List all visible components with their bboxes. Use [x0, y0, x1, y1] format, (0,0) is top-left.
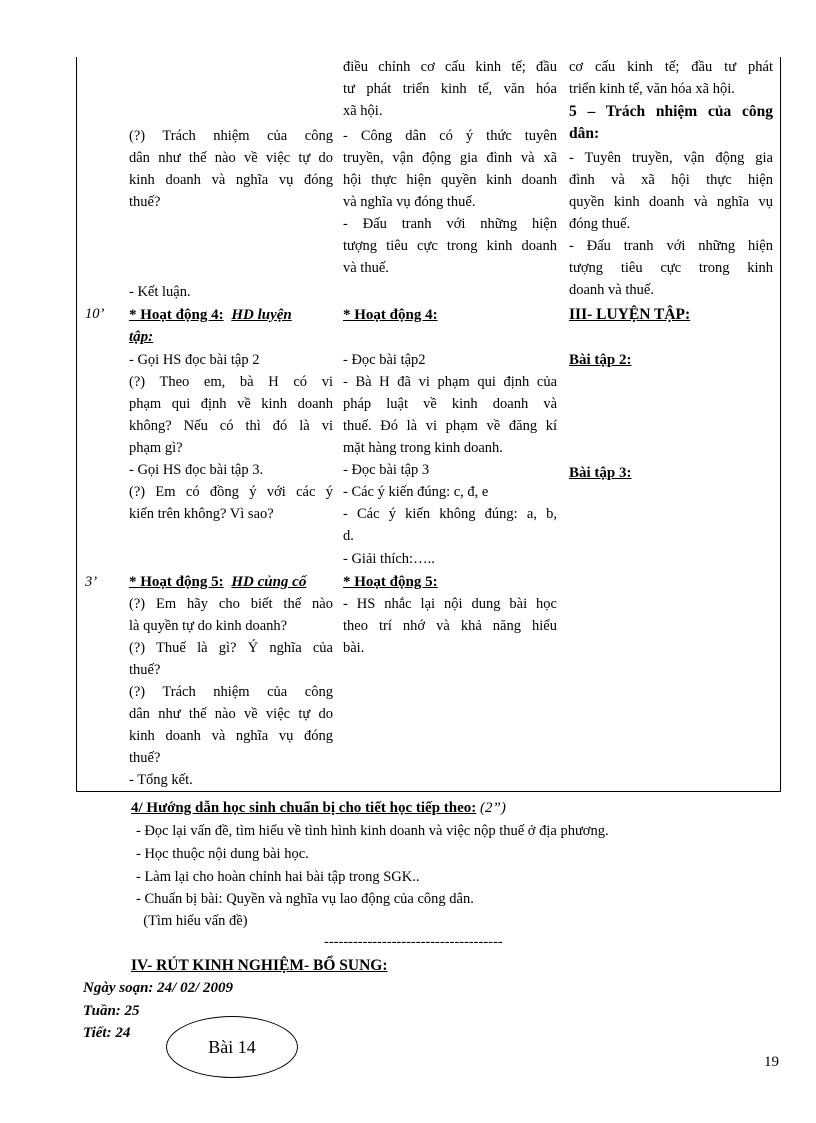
text-line: quyền kinh doanh và nghĩa vụ [569, 194, 773, 210]
text-line: mặt hàng trong kinh doanh. [343, 440, 503, 456]
text-line: truyền, vận động gia đình và xã [343, 150, 557, 166]
text-line: thuế. Đó là vi phạm về đăng kí [343, 418, 557, 434]
text-line: - HS nhắc lại nội dung bài học [343, 596, 557, 612]
text-line: d. [343, 528, 354, 544]
time-cell: 10’ [85, 306, 105, 322]
lesson-badge [166, 1016, 298, 1078]
text-line: theo trí nhớ và khả năng hiểu [343, 618, 557, 634]
homework-item: - Làm lại cho hoàn chỉnh hai bài tập trong SGK.. [136, 869, 420, 885]
text-line: - Công dân có ý thức tuyên [343, 128, 557, 144]
text-line: phạm qui định về kinh doanh [129, 396, 333, 412]
text-line: - Giải thích:….. [343, 551, 435, 567]
activity-title: * Hoạt động 5: [343, 574, 438, 590]
section-iv-heading: IV- RÚT KINH NGHIỆM- BỔ SUNG: [131, 957, 388, 974]
text-line: tư phát triển kinh tế, văn hóa [343, 81, 557, 97]
activity-subtitle: HD củng cố [231, 574, 307, 590]
text-line: kinh doanh và nghĩa vụ đóng [129, 172, 333, 188]
text-line: dân như thế nào về việc tự do [129, 706, 333, 722]
lesson-table [76, 57, 781, 792]
text-line: (?) Em hãy cho biết thế nào [129, 596, 333, 612]
prep-date: Ngày soạn: 24/ 02/ 2009 [83, 980, 233, 996]
section-heading: 5 – Trách nhiệm của công [569, 103, 773, 120]
text-line: và thuế. [343, 260, 389, 276]
text-line: kiến trên không? Vì sao? [129, 506, 274, 522]
text-line: - Gọi HS đọc bài tập 2 [129, 352, 260, 368]
text-line: tượng tiêu cực trong kinh [569, 260, 773, 276]
text-line: và nghĩa vụ đóng thuế. [343, 194, 476, 210]
text-line: - Tổng kết. [129, 772, 193, 788]
week-label: Tuần: 25 [83, 1003, 140, 1019]
text-line: - Kết luận. [129, 284, 191, 300]
section-heading: dân: [569, 125, 600, 142]
time-cell: 3’ [85, 574, 98, 590]
text-line: đóng thuế. [569, 216, 631, 232]
text-line: (?) Theo em, bà H có vi [129, 374, 333, 390]
text-line: cơ cấu kinh tế; đầu tư phát [569, 59, 773, 75]
text-line: tượng tiêu cực trong kinh doanh [343, 238, 557, 254]
text-line: - Đọc bài tập 3 [343, 462, 430, 478]
activity-title: * Hoạt động 4: [129, 307, 224, 323]
homework-time: (2”) [480, 800, 506, 816]
homework-title: 4/ Hướng dẫn học sinh chuẩn bị cho tiết học tiếp theo: [131, 800, 477, 816]
text-line: triển kinh tế, văn hóa xã hội. [569, 81, 735, 97]
activity-title: * Hoạt động 4: [343, 307, 438, 323]
text-line: pháp luật về kinh doanh và [343, 396, 557, 412]
activity-subtitle: HD luyện [231, 307, 292, 323]
text-line: - Đấu tranh với những hiện [569, 238, 773, 254]
text-line: - Đọc bài tập2 [343, 352, 426, 368]
lesson-badge-label: Bài 14 [208, 1036, 256, 1057]
text-line: xã hội. [343, 103, 383, 119]
text-line: (?) Trách nhiệm của công [129, 128, 333, 144]
text-line: đình và xã hội thực hiện [569, 172, 773, 188]
text-line: điều chỉnh cơ cấu kinh tế; đầu [343, 59, 557, 75]
text-line: bài. [343, 640, 365, 656]
text-line: doanh và thuế. [569, 282, 654, 298]
page-number: 19 [764, 1054, 779, 1070]
activity-title: * Hoạt động 5: [129, 574, 224, 590]
divider: ------------------------------------- [324, 934, 503, 950]
homework-item: - Chuẩn bị bài: Quyền và nghĩa vụ lao động của công dân. [136, 891, 474, 907]
text-line: (?) Em có đồng ý với các ý [129, 484, 333, 500]
exercise-label: Bài tập 2: [569, 352, 632, 368]
text-line: dân như thế nào về việc tự do [129, 150, 333, 166]
text-line: (?) Thuế là gì? Ý nghĩa của [129, 640, 333, 656]
text-line: (?) Trách nhiệm của công [129, 684, 333, 700]
text-line: kinh doanh và nghĩa vụ đóng [129, 728, 333, 744]
text-line: - Các ý kiến đúng: c, đ, e [343, 484, 489, 500]
text-line: - Bà H đã vi phạm qui định của [343, 374, 557, 390]
activity-subtitle: tập: [129, 329, 154, 345]
text-line: - Các ý kiến không đúng: a, b, [343, 506, 557, 522]
section-heading: III- LUYỆN TẬP: [569, 306, 691, 323]
homework-heading [131, 798, 506, 818]
text-line: - Tuyên truyền, vận động gia [569, 150, 773, 166]
homework-item: - Học thuộc nội dung bài học. [136, 846, 309, 862]
text-line: - Đấu tranh với những hiện [343, 216, 557, 232]
text-line: phạm gì? [129, 440, 183, 456]
text-line: thuế? [129, 194, 161, 210]
text-line: không? Nếu có thì đó là vi [129, 418, 333, 434]
homework-item: - Đọc lại vấn đề, tìm hiểu về tình hình kinh doanh và việc nộp thuế ở địa phương. [136, 823, 609, 839]
text-line: là quyền tự do kinh doanh? [129, 618, 288, 634]
text-line: thuế? [129, 750, 161, 766]
text-line: hội thực hiện quyền kinh doanh [343, 172, 557, 188]
text-line: - Gọi HS đọc bài tập 3. [129, 462, 264, 478]
homework-item: (Tìm hiểu vấn đề) [136, 913, 248, 929]
exercise-label: Bài tập 3: [569, 465, 632, 481]
period-label: Tiết: 24 [83, 1025, 131, 1041]
text-line: thuế? [129, 662, 161, 678]
